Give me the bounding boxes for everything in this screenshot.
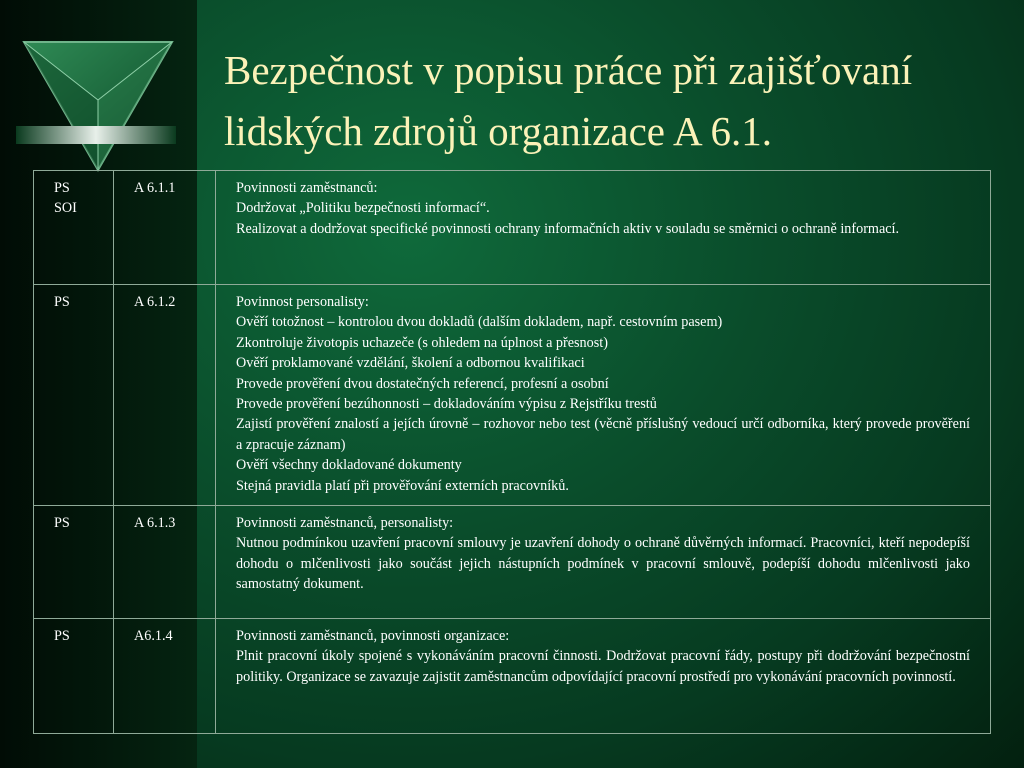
role-text: SOI — [54, 200, 77, 217]
table-row — [34, 619, 991, 734]
slide-title-line-1: Bezpečnost v popisu práce při zajišťovaní — [224, 47, 913, 93]
table-row — [34, 171, 991, 285]
description-line: Nutnou podmínkou uzavření pracovní smlouvy je uzavření dohody o ochraně důvěrných informací. Pracovníci, kteří nepodepíší dohodu o mlčenlivosti jako součást jejich nástupních podmínek v pracovní smlouvě, podepíší dohodu mlčenlivosti jako samostatný dokument. — [236, 535, 970, 593]
description-line: Plnit pracovní úkoly spojené s vykonáváním pracovní činnosti. Dodržovat pracovní řády, postupy při dodržování bezpečnostní politiky. Organizace se zavazuje zajistit zaměstnancům odpovídající pracovní prostředí pro vykonávání pracovních povinností. — [236, 648, 970, 685]
table-row — [34, 285, 991, 506]
description-cell — [216, 506, 991, 619]
table-row — [34, 506, 991, 619]
description-line: Realizovat a dodržovat specifické povinnosti ochrany informačních aktiv v souladu se směrnici o ochraně informací. — [236, 220, 900, 237]
description-line: Ověří proklamované vzdělání, školení a odbornou kvalifikaci — [236, 355, 585, 372]
description-line: Povinnosti zaměstnanců, povinnosti organizace: — [236, 628, 510, 644]
code-cell: A6.1.4 — [114, 619, 216, 734]
description-line: Zkontroluje životopis uchazeče (s ohledem na úplnost a přesnost) — [236, 334, 608, 351]
description-line: Povinnosti zaměstnanců: — [236, 180, 378, 196]
description-line: Zajistí prověření znalostí a jejích úrovně – rozhovor nebo test (věcně příslušný vedoucí určí odborníka, který provede prověření a zpracuje záznam) — [236, 416, 970, 453]
description-cell — [216, 285, 991, 506]
role-text: PS — [54, 180, 70, 196]
slide-title-line-2: lidských zdrojů organizace A 6.1. — [224, 108, 773, 154]
description-line: Ověří totožnost – kontrolou dvou dokladů (dalším dokladem, např. cestovním pasem) — [236, 314, 723, 331]
triangle-logo-icon — [14, 40, 178, 190]
role-cell: PS — [34, 619, 114, 734]
code-cell: A 6.1.2 — [114, 285, 216, 506]
role-cell — [34, 171, 114, 285]
description-line: Ověří všechny dokladované dokumenty — [236, 457, 462, 474]
description-line: Provede prověření bezúhonnosti – dokladováním výpisu z Rejstříku trestů — [236, 396, 657, 413]
slide-title — [224, 40, 1004, 162]
code-cell: A 6.1.3 — [114, 506, 216, 619]
description-line: Provede prověření dvou dostatečných referencí, profesní a osobní — [236, 375, 609, 392]
description-line: Stejná pravidla platí při prověřování externích pracovníků. — [236, 477, 569, 494]
description-line: Dodržovat „Politiku bezpečnosti informací“. — [236, 200, 490, 217]
code-cell: A 6.1.1 — [114, 171, 216, 285]
description-cell — [216, 619, 991, 734]
description-line: Povinnost personalisty: — [236, 294, 369, 310]
requirements-table — [33, 170, 991, 734]
role-cell: PS — [34, 285, 114, 506]
description-cell — [216, 171, 991, 285]
role-cell: PS — [34, 506, 114, 619]
description-line: Povinnosti zaměstnanců, personalisty: — [236, 515, 454, 531]
